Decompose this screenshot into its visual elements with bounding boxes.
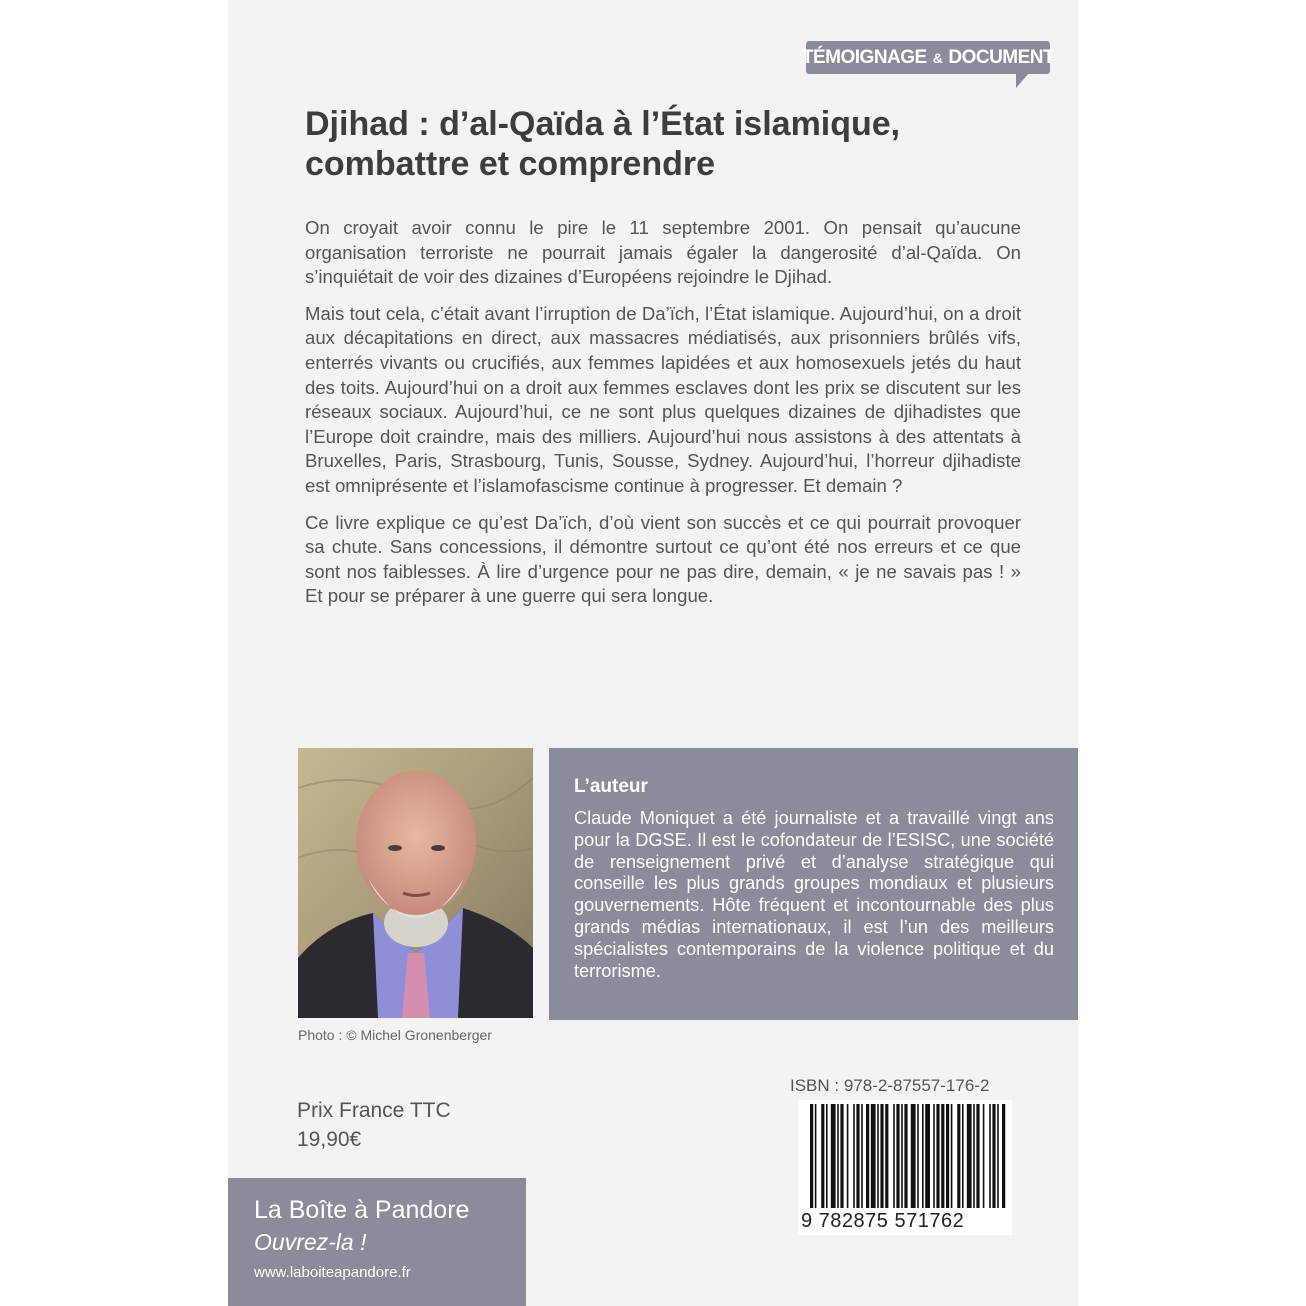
barcode-bar [861,1104,863,1208]
publisher-url[interactable]: www.laboiteapandore.fr [254,1264,411,1281]
blurb-paragraph-2: Mais tout cela, c’était avant l’irruption de Da’ïch, l’État islamique. Aujourd’hui, on a droit aux décapitations en direct, aux massacres médiatisés, aux prisonniers brûlés vifs, enterrés vivants ou crucifiés, aux femmes lapidées et aux homosexuels jetés du haut des toits. Aujourd’hui on a droit aux femmes esclaves dont les prix se discutent sur les réseaux sociaux. Aujourd’hui, ce ne sont plus quelques dizaines de djihadistes que l’Europe doit craindre, mais des milliers. Aujourd’hui nous assistons à des attentats à Bruxelles, Paris, Strasbourg, Tunis, Sousse, Sydney. Aujourd’hui, l’horreur djihadiste est omniprésente et l’islamofascisme continue à progresser. Et demain ? [305,302,1021,496]
barcode-bar [815,1104,817,1208]
barcode [798,1100,1012,1235]
author-bio: Claude Moniquet a été journaliste et a travaillé vingt ans pour la DGSE. Il est le cofondateur de l’ESISC, une société de renseignement privé et d’analyse stratégique qui conseille les plus grands groupes mondiaux et plusieurs gouvernements. Hôte fréquent et incontournable des plus grands médias internationaux, il est l’un des meilleurs spécialistes contemporains de la violence politique et du terrorisme. [574,808,1054,981]
barcode-bar [896,1104,899,1208]
price-label: Prix France TTC [297,1099,451,1122]
book-title [305,104,1045,184]
barcode-bar [967,1104,972,1208]
barcode-bar [810,1104,813,1208]
barcode-bar [941,1104,944,1208]
barcode-bar [946,1104,949,1208]
barcode-bar [997,1104,999,1208]
barcode-bar [893,1104,895,1208]
barcode-bar [837,1104,839,1208]
barcode-bar [840,1104,843,1208]
barcode-bar [983,1104,985,1208]
barcode-bar [877,1104,879,1208]
collection-tag [801,41,1055,74]
blurb-paragraph-3: Ce livre explique ce qu’est Da’ïch, d’où vient son succès et ce qui pourrait provoquer sa chute. Sans concessions, il démontre surtout ce qu’ont été nos erreurs et ce que sont nos faiblesses. À lire d’urgence pour ne pas dire, demain, « je ne savais pas ! » Et pour se préparer à une guerre qui sera longue. [305,511,1021,607]
author-box [549,748,1078,1020]
collection-tag-part2: DOCUMENT [948,46,1055,68]
author-portrait-image [298,748,533,1018]
book-title-line1: Djihad : d’al-Qaïda à l’État islamique, [305,105,901,143]
barcode-bar [911,1104,916,1208]
collection-tag-amp: & [932,49,943,66]
barcode-bar [925,1104,930,1208]
barcode-bar [917,1104,919,1208]
barcode-bar [992,1104,995,1208]
barcode-bar [922,1104,924,1208]
barcode-bar [885,1104,888,1208]
barcode-bar [901,1104,903,1208]
blurb-paragraph-1: On croyait avoir connu le pire le 11 septembre 2001. On pensait qu’aucune organisation terroriste ne pourrait jamais égaler la dangerosité d’al-Qaïda. On s’inquiétait de voir des dizaines d’Européens rejoindre le Djihad. [305,217,1021,288]
author-heading: L’auteur [574,776,648,797]
barcode-number: 9 782875 571762 [801,1210,965,1232]
barcode-bar [936,1104,939,1208]
barcode-bar [989,1104,991,1208]
book-back-cover [228,0,1078,1306]
barcode-bar [880,1104,883,1208]
barcode-bar [853,1104,855,1208]
barcode-bar [871,1104,876,1208]
barcode-bar [847,1104,849,1208]
barcode-bar [962,1104,964,1208]
barcode-bar [826,1104,828,1208]
barcode-bar [1002,1104,1005,1208]
barcode-bar [933,1104,935,1208]
collection-tag-part1: TÉMOIGNAGE [801,46,927,68]
barcode-bar [976,1104,979,1208]
blurb [305,216,1021,621]
barcode-bar [821,1104,824,1208]
publisher-box [228,1178,526,1306]
barcode-bar [951,1104,953,1208]
price-value: 19,90€ [297,1128,362,1151]
barcode-bar [957,1104,960,1208]
barcode-bars [798,1100,1012,1208]
isbn: ISBN : 978-2-87557-176-2 [790,1076,990,1095]
publisher-name: La Boîte à Pandore [254,1196,470,1224]
book-title-line2: combattre et comprendre [305,145,715,183]
barcode-bar [866,1104,869,1208]
barcode-bar [856,1104,859,1208]
barcode-bar [904,1104,907,1208]
barcode-bar [973,1104,975,1208]
publisher-slogan: Ouvrez-la ! [254,1229,367,1255]
photo-credit: Photo : © Michel Gronenberger [298,1027,492,1043]
speech-bubble-tail [1016,72,1030,88]
barcode-bar [831,1104,836,1208]
author-photo [298,748,533,1018]
